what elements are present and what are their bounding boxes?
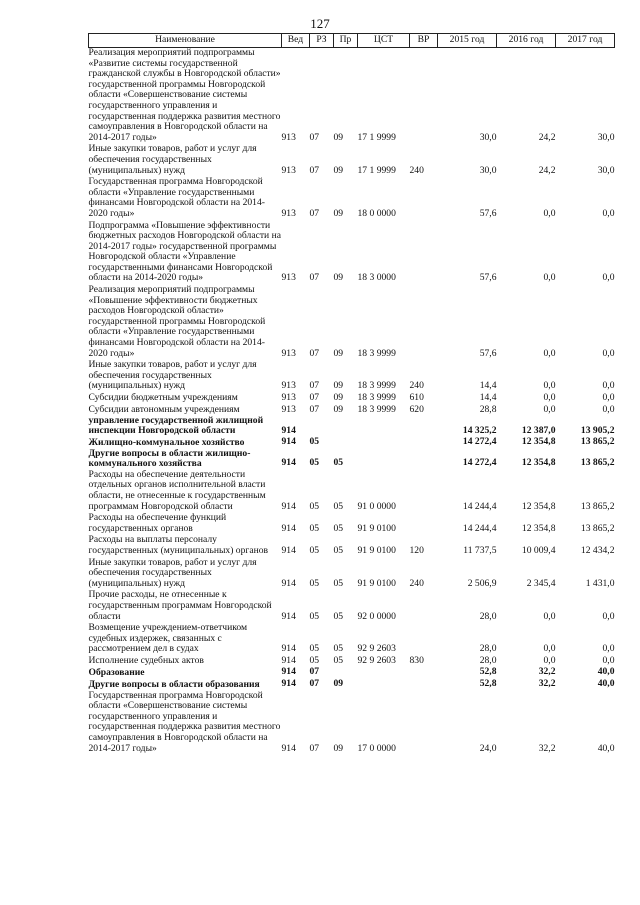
row-2017: 0,0: [602, 654, 615, 666]
table-row: [89, 590, 615, 623]
row-2017: 13 905,2: [580, 424, 615, 436]
row-name: Прочие расходы, не отнесенные к государственным программам Новгородской области: [88, 589, 272, 622]
table-row: [89, 449, 615, 470]
row-ved: 914: [281, 654, 296, 666]
row-2016: 0,0: [543, 347, 556, 359]
row-name: Другие вопросы в области жилищно-коммунального хозяйства: [88, 447, 251, 469]
row-cst: 17 0 0000: [357, 742, 396, 754]
row-2015: 24,0: [479, 742, 497, 754]
row-pr: 09: [333, 742, 344, 754]
row-rz: 07: [309, 347, 320, 359]
row-rz: 05: [309, 577, 320, 589]
table-row: [89, 393, 615, 405]
table-row: [89, 285, 615, 360]
row-2015: 28,0: [479, 654, 497, 666]
row-cst: [358, 679, 410, 691]
header-2016: 2016 год: [497, 34, 556, 48]
row-vr: 240: [409, 577, 424, 589]
row-vr: [410, 449, 438, 470]
table-row: [89, 144, 615, 177]
row-pr: 05: [333, 643, 344, 655]
header-ved: Вед: [282, 34, 310, 48]
table-row: [89, 535, 615, 557]
row-name: Государственная программа Новгородской области «Совершенствование системы государственного управления и государственная поддержка развития местного самоуправления в Новгородской области на 2014-2017 годы»: [88, 689, 281, 754]
table-row: [89, 48, 615, 145]
row-name: Возмещение учреждением-ответчиком судебных издержек, связанных с рассмотрением дел в судах: [88, 622, 248, 655]
row-rz: 07: [309, 403, 320, 415]
row-2017: 40,0: [597, 678, 615, 690]
row-pr: 09: [333, 272, 344, 284]
row-pr: 09: [333, 207, 344, 219]
row-ved: 914: [281, 424, 296, 436]
row-name: Подпрограмма «Повышение эффективности бюджетных расходов Новгородской области на 2014-2017 годы» государственной программы Новгородской области «Управление государственными финансами Новгородской области на 2014-2020 годы»: [88, 219, 281, 284]
row-2016: 12 354,8: [521, 522, 556, 534]
row-cst: [358, 416, 410, 437]
row-rz: 05: [309, 436, 320, 448]
row-vr: [410, 416, 438, 437]
row-vr: [410, 437, 438, 449]
row-ved: 914: [281, 522, 296, 534]
row-name: Иные закупки товаров, работ и услуг для обеспечения государственных (муниципальных) нужд: [88, 359, 257, 392]
row-rz: 05: [309, 610, 320, 622]
row-ved: 913: [281, 131, 296, 143]
row-rz: 05: [309, 522, 320, 534]
row-name: Субсидии автономным учреждениям: [88, 403, 240, 415]
row-pr: 05: [333, 522, 344, 534]
row-rz: 07: [309, 164, 320, 176]
row-name: Государственная программа Новгородской области «Управление государственными финансами Новгородской области на 2014-2020 годы»: [88, 176, 265, 219]
table-row: [89, 623, 615, 656]
row-2017: 0,0: [602, 380, 615, 392]
row-name: Расходы на выплаты персоналу государственных (муниципальных) органов: [88, 534, 269, 556]
row-cst: 91 9 0100: [357, 544, 396, 556]
row-name: Образование: [88, 667, 145, 679]
row-pr: 05: [333, 610, 344, 622]
row-2015: 14 272,4: [462, 436, 497, 448]
row-2015: 11 737,5: [463, 544, 497, 556]
table-header-row: [89, 34, 615, 48]
row-rz: 05: [309, 500, 320, 512]
row-2016: 2 345,4: [526, 577, 556, 589]
row-2015: 14,4: [479, 392, 497, 403]
row-2015: 14 325,2: [462, 424, 497, 436]
table-row: [89, 679, 615, 691]
row-name: Расходы на обеспечение функций государственных органов: [88, 512, 227, 534]
row-2016: 0,0: [543, 643, 556, 655]
row-cst: 18 3 9999: [357, 347, 396, 359]
row-rz: 05: [309, 544, 320, 556]
row-2016: 12 354,8: [521, 457, 556, 469]
row-name: Другие вопросы в области образования: [88, 678, 260, 690]
row-2017: 13 865,2: [580, 500, 615, 512]
row-pr: 05: [333, 457, 344, 469]
row-pr: 09: [333, 347, 344, 359]
row-ved: 914: [281, 457, 296, 469]
row-name: Иные закупки товаров, работ и услуг для обеспечения государственных (муниципальных) нужд: [88, 143, 257, 176]
budget-table: [88, 33, 615, 755]
row-name: Расходы на обеспечение деятельности отдельных органов исполнительной власти области, не отнесенные к государственным программам Новгородской области: [88, 468, 266, 512]
header-pr: Пр: [334, 34, 358, 48]
row-pr: 05: [333, 654, 344, 666]
row-2016: 24,2: [538, 131, 556, 143]
row-2016: 0,0: [543, 272, 556, 284]
row-2017: 0,0: [602, 272, 615, 284]
row-cst: 92 9 2603: [357, 643, 396, 655]
row-vr: [410, 691, 438, 756]
row-pr: 09: [333, 392, 344, 403]
row-cst: 18 3 9999: [357, 392, 396, 403]
row-vr: 240: [409, 380, 424, 392]
row-2016: 0,0: [543, 207, 556, 219]
row-2015: 14 244,4: [462, 500, 497, 512]
row-2015: 57,6: [479, 347, 497, 359]
row-2016: 10 009,4: [521, 544, 556, 556]
row-vr: 830: [409, 654, 424, 666]
row-pr: 05: [333, 544, 344, 556]
header-2017: 2017 год: [556, 34, 615, 48]
row-ved: 914: [281, 544, 296, 556]
row-2017: 1 431,0: [585, 577, 615, 589]
page-number: 127: [310, 16, 330, 31]
row-2017: 0,0: [602, 347, 615, 359]
row-pr: 09: [333, 403, 344, 415]
row-vr: 620: [409, 403, 424, 415]
row-ved: 914: [281, 610, 296, 622]
row-2017: 12 434,2: [580, 544, 615, 556]
row-2015: 52,8: [479, 666, 497, 678]
row-2016: 0,0: [543, 392, 556, 403]
table-row: [89, 558, 615, 591]
row-ved: 913: [281, 207, 296, 219]
row-rz: 05: [309, 457, 320, 469]
row-ved: 913: [281, 347, 296, 359]
row-cst: [358, 449, 410, 470]
row-name: управление государственной жилищной инспекции Новгородской области: [88, 415, 264, 437]
row-2017: 30,0: [597, 164, 615, 176]
row-2015: 28,0: [479, 610, 497, 622]
row-name: Жилищно-коммунальное хозяйство: [88, 436, 245, 448]
table-row: [89, 221, 615, 286]
row-2015: 52,8: [479, 678, 497, 690]
row-2017: 40,0: [597, 666, 615, 678]
row-pr: [334, 437, 358, 449]
row-ved: 913: [281, 272, 296, 284]
row-rz: 07: [309, 272, 320, 284]
row-pr: 05: [333, 577, 344, 589]
row-rz: 05: [309, 643, 320, 655]
row-vr: [410, 667, 438, 679]
row-2016: 0,0: [543, 654, 556, 666]
row-cst: 92 9 2603: [357, 654, 396, 666]
row-2016: 12 354,8: [521, 436, 556, 448]
row-cst: 91 9 0100: [357, 522, 396, 534]
row-name: Иные закупки товаров, работ и услуг для обеспечения государственных (муниципальных) нужд: [88, 556, 257, 589]
row-2015: 57,6: [479, 207, 497, 219]
row-2016: 0,0: [543, 380, 556, 392]
row-pr: 09: [333, 380, 344, 392]
row-2015: 14 244,4: [462, 522, 497, 534]
table-row: [89, 416, 615, 437]
table-row: [89, 667, 615, 679]
row-cst: 92 0 0000: [357, 610, 396, 622]
row-ved: 914: [281, 577, 296, 589]
row-2015: 14,4: [479, 380, 497, 392]
row-2015: 30,0: [479, 131, 497, 143]
row-pr: [334, 416, 358, 437]
row-2017: 13 865,2: [580, 436, 615, 448]
row-cst: 18 3 0000: [357, 272, 396, 284]
row-rz: 07: [309, 666, 320, 678]
row-vr: [410, 48, 438, 145]
header-2015: 2015 год: [438, 34, 497, 48]
row-pr: 05: [333, 500, 344, 512]
row-cst: [358, 437, 410, 449]
row-2016: 24,2: [538, 164, 556, 176]
table-row: [89, 656, 615, 668]
row-vr: [410, 679, 438, 691]
row-2016: 12 354,8: [521, 500, 556, 512]
row-rz: 05: [309, 654, 320, 666]
row-rz: 07: [309, 742, 320, 754]
table-row: [89, 470, 615, 513]
row-vr: 120: [409, 544, 424, 556]
row-name: Реализация мероприятий подпрограммы «Развитие системы государственной гражданской службы в Новгородской области» государственной программы Новгородской области «Совершенствование системы государственного управления и государственная поддержка развития местного самоуправления в Новгородской области на 2014-2017 годы»: [88, 47, 281, 143]
row-2017: 0,0: [602, 610, 615, 622]
row-cst: 91 9 0100: [357, 577, 396, 589]
row-pr: 09: [333, 131, 344, 143]
row-cst: [358, 667, 410, 679]
row-2016: 0,0: [543, 403, 556, 415]
table-row: [89, 177, 615, 220]
row-ved: 914: [281, 666, 296, 678]
row-rz: 07: [309, 380, 320, 392]
row-2016: 32,2: [538, 742, 556, 754]
row-vr: [410, 470, 438, 513]
row-2015: 30,0: [479, 164, 497, 176]
row-ved: 914: [281, 436, 296, 448]
row-2017: 0,0: [602, 643, 615, 655]
row-vr: [410, 590, 438, 623]
row-2017: 0,0: [602, 403, 615, 415]
row-ved: 913: [281, 164, 296, 176]
row-name: Реализация мероприятий подпрограммы «Повышение эффективности бюджетных расходов Новгородской области» государственной программы Новгородской области «Управление государственными финансами Новгородской области на 2014-2020 годы»: [88, 284, 266, 359]
row-ved: 914: [281, 643, 296, 655]
row-cst: 17 1 9999: [357, 164, 396, 176]
row-2017: 13 865,2: [580, 522, 615, 534]
row-cst: 18 0 0000: [357, 207, 396, 219]
row-2017: 0,0: [602, 392, 615, 403]
table-row: [89, 360, 615, 393]
row-vr: [410, 623, 438, 656]
row-vr: [410, 221, 438, 286]
table-row: [89, 691, 615, 756]
row-ved: 914: [281, 500, 296, 512]
row-ved: 914: [281, 678, 296, 690]
row-name: Исполнение судебных актов: [88, 654, 204, 666]
row-ved: 913: [281, 403, 296, 415]
row-2017: 30,0: [597, 131, 615, 143]
row-pr: 09: [333, 164, 344, 176]
row-pr: 09: [333, 678, 344, 690]
row-2017: 40,0: [597, 742, 615, 754]
header-vr: ВР: [410, 34, 438, 48]
header-cst: ЦСТ: [358, 34, 410, 48]
row-vr: 610: [409, 392, 424, 403]
row-cst: 91 0 0000: [357, 500, 396, 512]
header-rz: РЗ: [310, 34, 334, 48]
row-rz: 07: [309, 207, 320, 219]
row-name: Субсидии бюджетным учреждениям: [88, 392, 238, 403]
row-cst: 18 3 9999: [357, 403, 396, 415]
row-vr: [410, 177, 438, 220]
row-vr: [410, 513, 438, 535]
row-2017: 0,0: [602, 207, 615, 219]
table-body: [89, 48, 615, 756]
row-2016: 32,2: [538, 678, 556, 690]
row-rz: 07: [309, 131, 320, 143]
row-cst: 18 3 9999: [357, 380, 396, 392]
row-2015: 28,8: [479, 403, 497, 415]
row-2015: 2 506,9: [467, 577, 497, 589]
row-2016: 32,2: [538, 666, 556, 678]
table-row: [89, 513, 615, 535]
row-vr: [410, 285, 438, 360]
row-ved: 913: [281, 392, 296, 403]
row-2015: 14 272,4: [462, 457, 497, 469]
header-name: Наименование: [89, 34, 282, 48]
row-2016: 12 387,0: [521, 424, 556, 436]
row-rz: 07: [309, 678, 320, 690]
row-ved: 913: [281, 380, 296, 392]
row-ved: 914: [281, 742, 296, 754]
row-2015: 28,0: [479, 643, 497, 655]
row-rz: 07: [309, 392, 320, 403]
row-vr: 240: [409, 164, 424, 176]
row-2016: 0,0: [543, 610, 556, 622]
row-cst: 17 1 9999: [357, 131, 396, 143]
row-2017: 13 865,2: [580, 457, 615, 469]
row-rz: [310, 416, 334, 437]
row-2015: 57,6: [479, 272, 497, 284]
